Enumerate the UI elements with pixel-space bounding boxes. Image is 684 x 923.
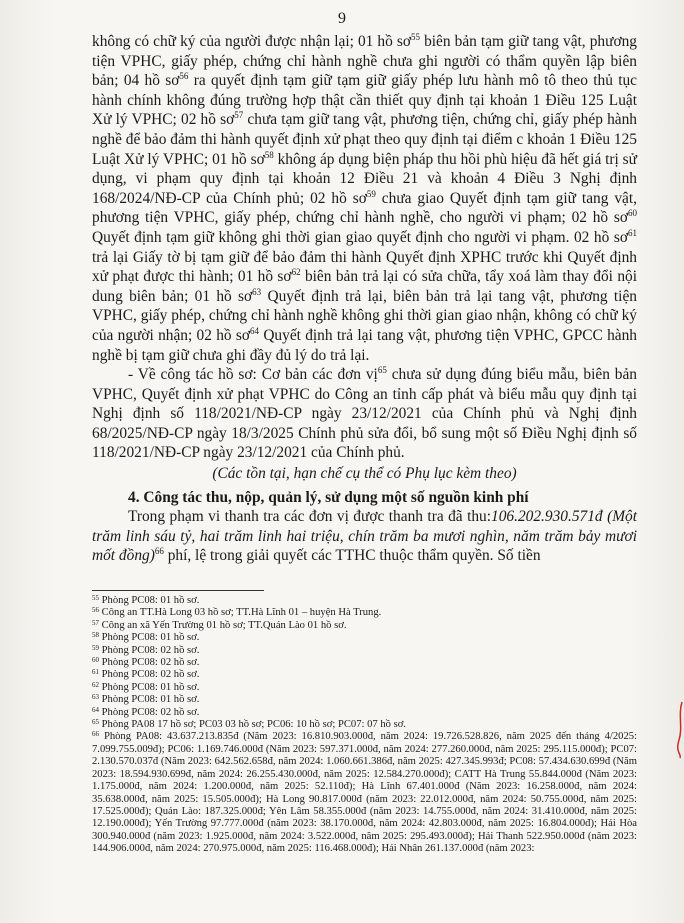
footnote-item [92,645,637,657]
footnote-ref-57[interactable]: 57 [234,110,244,121]
footnote-item [92,682,637,694]
paragraph-fees [92,507,637,566]
footnote-item [92,657,637,669]
footnote-text: Phòng PC08: 02 hồ sơ. [101,706,200,718]
footnote-item [92,595,637,607]
footnote-divider [92,590,264,591]
footnote-number: 62 [92,680,99,689]
text-run: phí, lệ trong giải quyết các TTHC thuộc thẩm quyền. Số tiền [163,547,541,565]
footnote-number: 56 [92,606,99,615]
footnote-text: Phòng PC08: 01 hồ sơ. [101,694,200,706]
footnote-ref-60[interactable]: 60 [628,208,637,219]
footnote-ref-61[interactable]: 61 [628,227,637,238]
appendix-note: (Các tồn tại, hạn chế cụ thể có Phụ lục kèm theo) [212,465,517,483]
text-run: Quyết định tạm giữ không ghi thời gian giao quyết định cho người vi phạm. 02 hồ sơ [92,228,628,246]
footnote-text: Công an TT.Hà Long 03 hồ sơ; TT.Hà Lĩnh 01 – huyện Hà Trung. [101,607,382,619]
footnotes [92,595,637,856]
text-run: - Về công tác hồ sơ: Cơ bản các đơn vị [128,366,378,384]
text-run: biên bản trả lại có sửa chữa, tẩy xoá làm thay đổi nội dung biên bản; 01 hồ sơ [92,268,638,305]
text-run: không có chữ ký của người được nhận lại; 01 hồ sơ [92,33,411,50]
fee-amount: 106.202.930.571đ (Một trăm linh sáu tỷ, hai trăm linh hai triệu, chín trăm ba mươi nghìn, năm trăm bảy mươi mốt đồng) [92,508,637,565]
footnote-number: 64 [92,705,99,714]
footnote-number: 59 [92,643,99,652]
footnote-ref-56[interactable]: 56 [179,71,189,82]
footnote-text: Phòng PC08: 01 hồ sơ. [101,632,200,644]
footnote-ref-65[interactable]: 65 [377,365,387,376]
footnote-number: 55 [92,594,99,602]
body-text [92,32,637,566]
footnote-item [92,607,637,619]
footnote-text: Công an xã Yến Trường 01 hồ sơ; TT.Quán Lào 01 hồ sơ. [101,619,347,631]
footnote-text: Phòng PA08: 43.637.213.835đ (Năm 2023: 16.810.903.000đ, năm 2024: 19.726.528.826, năm 2025 đến tháng 4/2025: 7.099.755.009đ); PC06: 1.169.746.000đ (Năm 2023: 597.371.000đ, năm 2024: 277.260.000đ, năm 2025: 295.115.000đ); PC07: 2.130.570.037đ (Năm 2023: 642.562.658đ, năm 2024: 1.060.661.386đ, năm 2025: 427.345.993đ; PC08: 57.434.630.699đ (Năm 2023: 18.594.930.699đ, năm 2024: 26.255.430.000đ, năm 2025: 12.584.270.000đ); CATT Hà Trung 55.844.000đ (Năm 2023: 1.175.000đ, năm 2024: 1.200.000đ, năm 2025: 52.110đ); Hà Lĩnh 67.401.000đ (Năm 2023: 16.258.000đ, năm 2024: 35.638.000đ, năm 2025: 15.505.000đ); Hà Long 90.817.000đ (năm 2023: 22.012.000đ, năm 2024: 50.755.000đ, năm 2025: 17.525.000đ); Quán Lào: 187.325.000đ; Yên Lâm 58.355.000đ (năm 2023: 14.755.000đ, năm 2024: 31.410.000đ, năm 2025: 12.190.000đ); Yến Trường 97.777.000đ (năm 2023: 38.170.000đ, năm 2024: 42.803.000đ, năm 2025: 16.804.000đ); Hải Hòa 300.940.000đ (năm 2023: 1.925.000đ, năm 2024: 3.522.000đ, năm 2025: 295.493.000đ); Hải Thanh 522.950.000đ (năm 2023: 144.906.000đ, năm 2024: 270.975.000đ, năm 2025: 116.468.000đ); Hải Nhân 261.137.000đ (năm 2023: [92,731,637,855]
footnote-number: 66 [92,730,99,739]
footnote-number: 58 [92,631,99,640]
footnote-item [92,731,637,855]
footnote-ref-66[interactable]: 66 [154,546,164,557]
text-run: trả lại Giấy tờ bị tạm giữ để bảo đảm thi hành Quyết định XPHC trước khi Quyết định xử phạt được thi hành; 01 hồ sơ [92,248,637,286]
footnote-item [92,707,637,719]
footnote-ref-58[interactable]: 58 [264,149,274,160]
footnote-item [92,719,637,731]
footnote-number: 61 [92,668,99,677]
text-run: Trong phạm vi thanh tra các đơn vị được thanh tra đã thu: [128,508,492,526]
footnote-number: 60 [92,656,99,665]
footnote-text: Phòng PC08: 02 hồ sơ. [101,644,200,656]
footnote-ref-64[interactable]: 64 [250,325,260,336]
footnote-text: Phòng PC08: 02 hồ sơ. [101,657,200,669]
footnote-item [92,694,637,706]
footnote-ref-59[interactable]: 59 [366,188,376,199]
footnote-text: Phòng PC08: 01 hồ sơ. [101,681,200,693]
text-run: chưa giao Quyết định tạm giữ tang vật, phương tiện VPHC, giấy phép, chứng chỉ hành nghề, cho người vi phạm; 02 hồ sơ [92,189,637,227]
paragraph-records [92,365,637,463]
text-run: ra quyết định tạm giữ tạm giữ giấy phép lưu hành mô tô theo thủ tục hành chính không đúng trường hợp thật cần thiết quy định tại khoản 1 Điều 125 Luật Xử lý VPHC; 02 hồ sơ [92,72,638,129]
text-run: chưa sử dụng đúng biểu mẫu, biên bản VPHC, Quyết định xử phạt VPHC do Công an tỉnh cấp phát và biểu mẫu quy định tại Nghị định số 118/2021/NĐ-CP ngày 23/12/2021 của Chính phủ và Nghị định 68/2025/NĐ-CP ngày 18/3/2025 Chính phủ sửa đổi, bổ sung một số Điều Nghị định số 118/2021/NĐ-CP ngày 23/12/2021 của Chính phủ. [92,366,637,462]
page-number: 9 [338,10,346,27]
text-run: biên bản tạm giữ tang vật, phương tiện VPHC, giấy phép, chứng chỉ hành nghề chưa ghi người có thẩm quyền lập biên bản; 04 hồ sơ [92,33,637,90]
footnote-ref-55[interactable]: 55 [411,32,420,42]
footnote-text: Phòng PC08: 02 hồ sơ. [101,669,200,681]
text-run: chưa tạm giữ tang vật, phương tiện, chứng chỉ, giấy phép hành nghề để bảo đảm thi hành quyết định xử phạt theo quy định tại điểm c khoản 1 Điều 125 Luật Xử lý VPHC; 01 hồ sơ [92,111,637,168]
paragraph-violations [92,32,637,365]
footnote-text: Phòng PA08 17 hồ sơ; PC03 03 hồ sơ; PC06: 10 hồ sơ; PC07: 07 hồ sơ. [101,719,406,731]
red-stamp-edge [676,700,684,760]
footnote-item [92,632,637,644]
footnote-ref-62[interactable]: 62 [291,267,301,278]
text-run: không áp dụng biện pháp thu hồi phù hiệu đã hết giá trị sử dụng, vi phạm quy định tại khoản 12 Điều 21 và khoản 4 Điều 3 Nghị định 168/2024/NĐ-CP của Chính phủ; 02 hồ sơ [92,150,638,207]
footnote-number: 65 [92,718,99,727]
footnote-number: 57 [92,618,99,627]
footnote-item [92,620,637,632]
footnote-number: 63 [92,693,99,702]
footnote-text: Phòng PC08: 01 hồ sơ. [101,595,200,606]
footnote-item [92,669,637,681]
text-run: Quyết định trả lại tang vật, phương tiện VPHC, GPCC hành nghề bị tạm giữ chưa ghi đầy đủ lý do trả lại. [92,326,637,364]
footnote-ref-63[interactable]: 63 [252,286,262,297]
section-heading: 4. Công tác thu, nộp, quản lý, sử dụng một số nguồn kinh phí [128,488,529,506]
text-run: Quyết định trả lại, biên bản trả lại tang vật, phương tiện VPHC, giấy phép, chứng chỉ hành nghề không ghi thời gian giao nhận, không có chữ ký của người nhận; 02 hồ sơ [92,287,637,344]
